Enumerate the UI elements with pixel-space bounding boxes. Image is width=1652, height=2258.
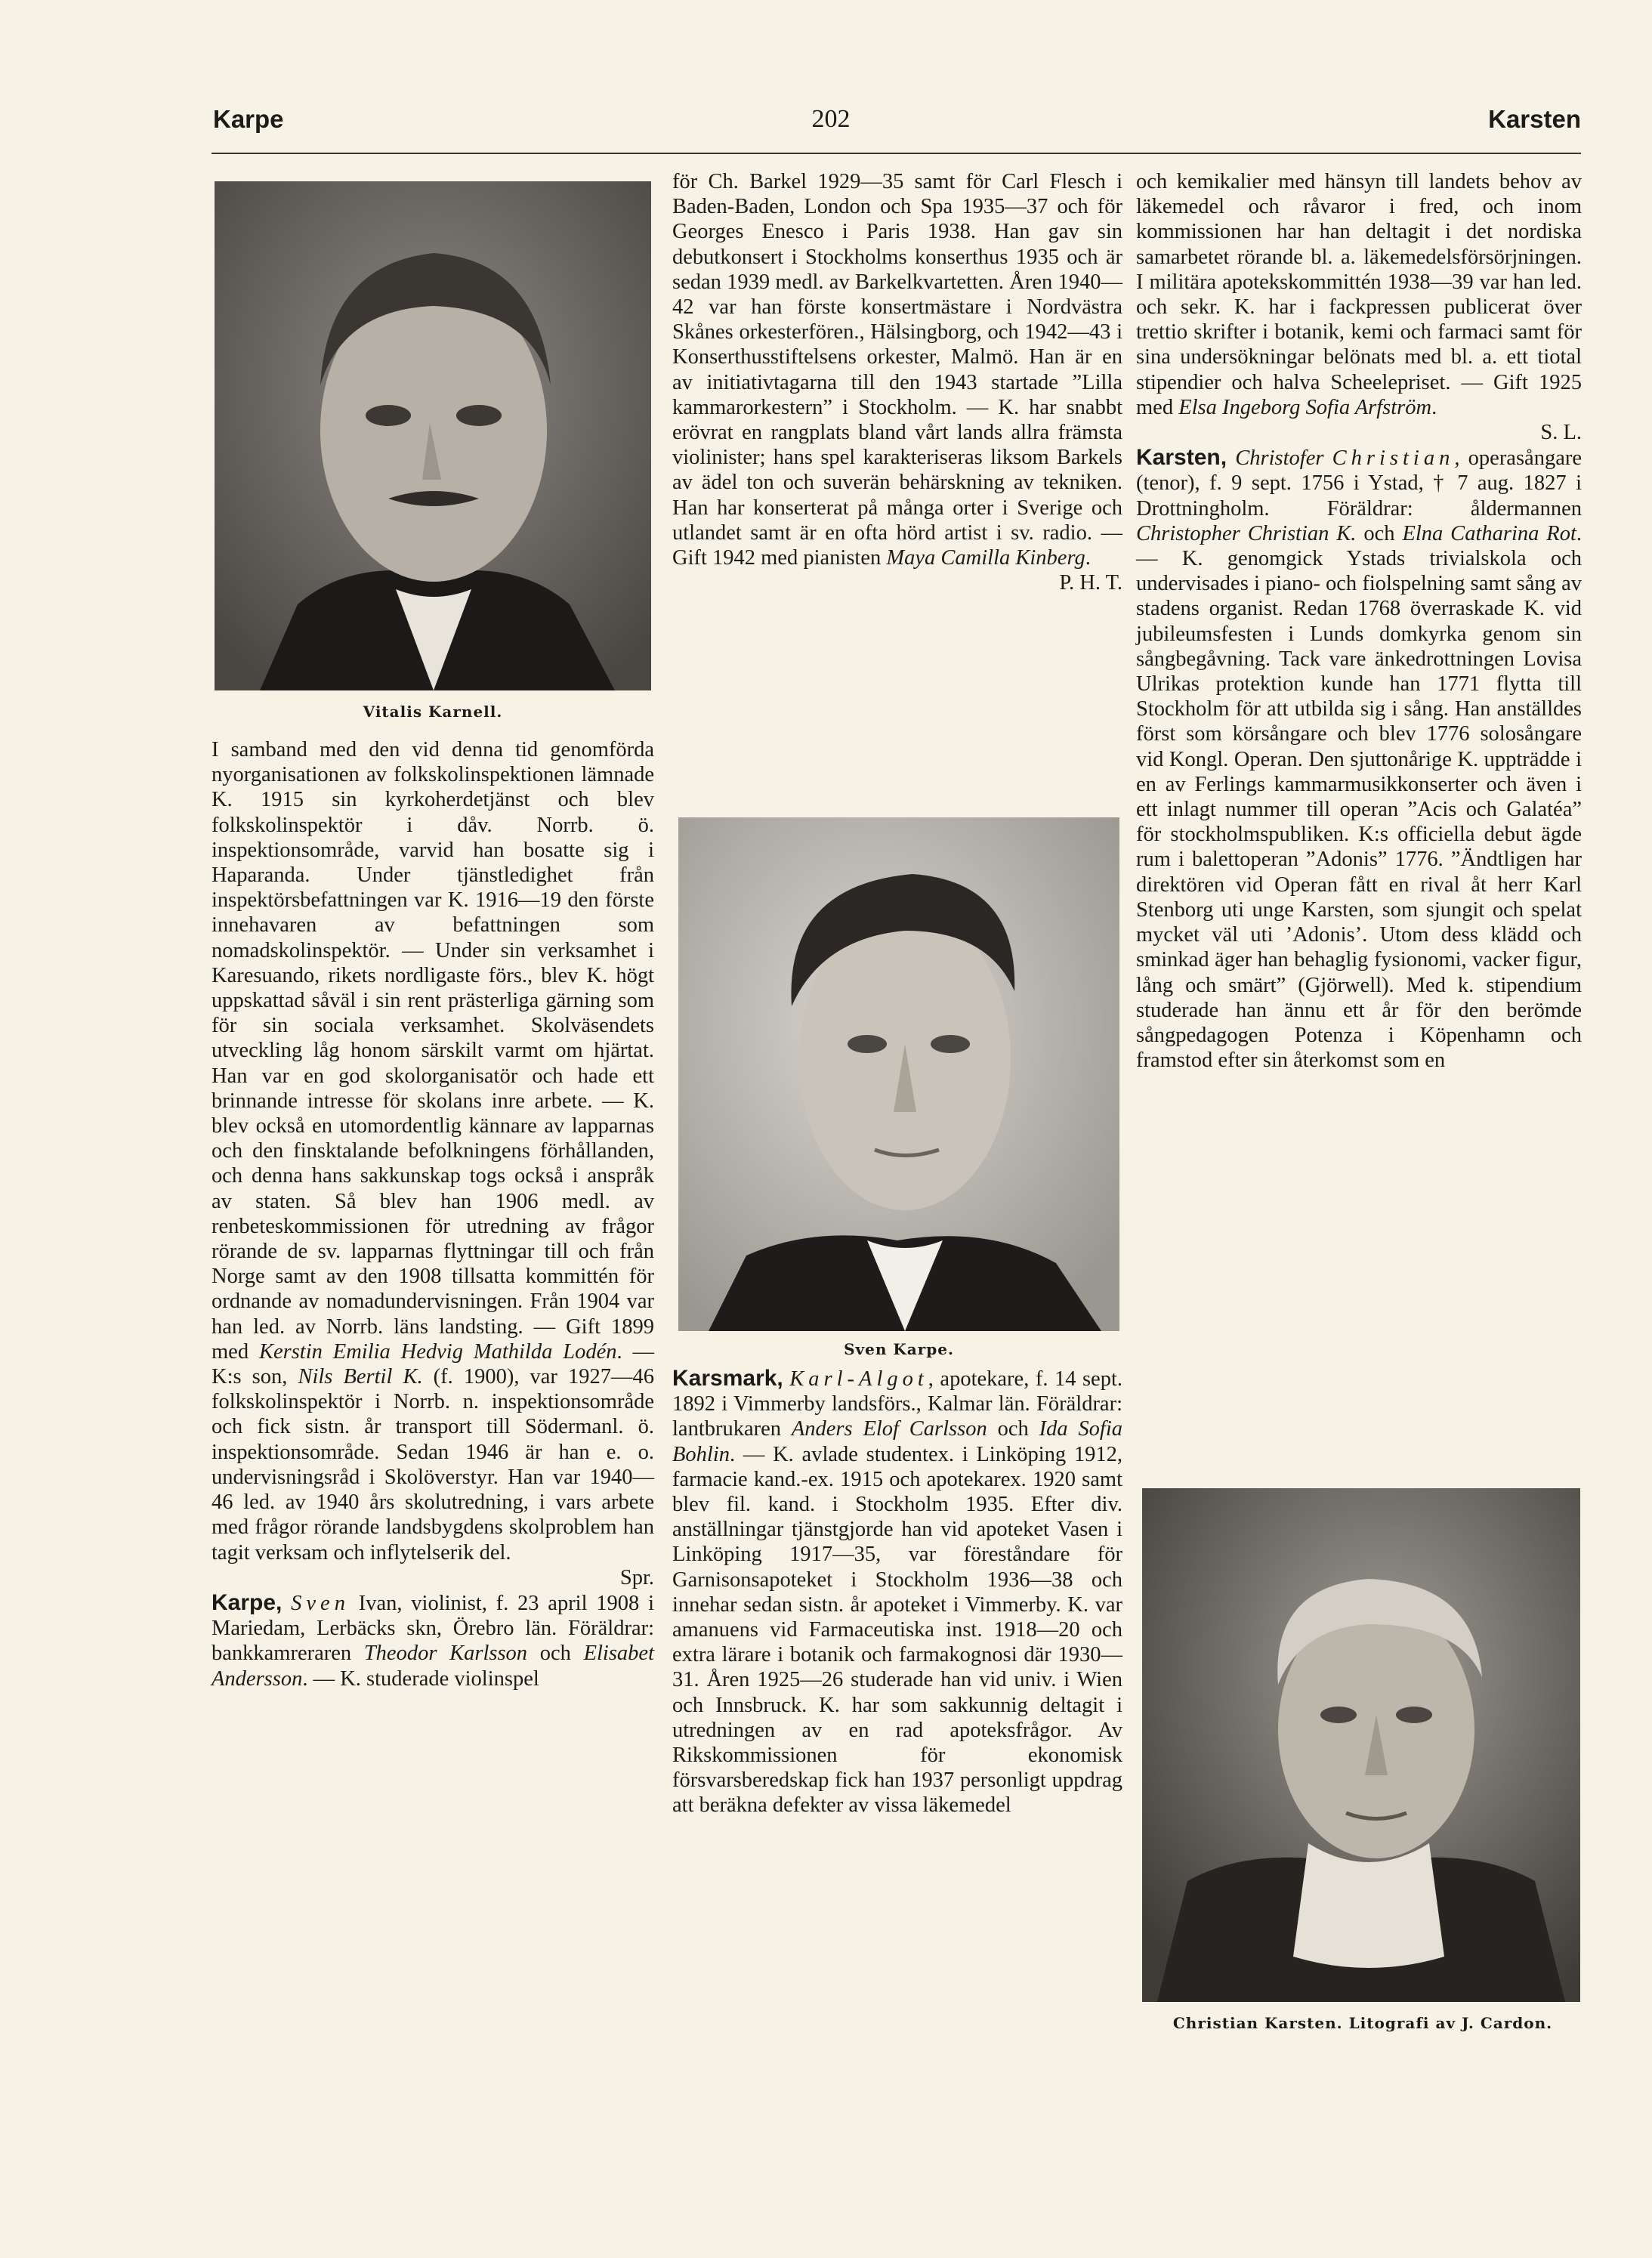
karnell-entry-end [212, 737, 654, 1590]
karsmark-headword: Karsmark, [672, 1366, 783, 1391]
karsten-and: och [1356, 521, 1403, 545]
karpe-entry-cont [672, 169, 1122, 595]
portrait-karsten-lithograph [1142, 1488, 1580, 2002]
karpe-cont-b: . [1085, 546, 1091, 570]
karsmark-given-name: Karl-Algot [789, 1367, 928, 1391]
karpe-and: och [527, 1642, 584, 1666]
karpe-headword: Karpe, [212, 1589, 283, 1615]
caption-karsten: Christian Karsten. Litografi av J. Cardon. [1172, 2014, 1553, 2032]
karsten-mother: Elna Catharina Rot [1402, 521, 1576, 545]
karnell-text-b: . — K:s son, [212, 1339, 655, 1389]
column-1 [212, 737, 654, 1691]
karpe-father: Theodor Karlsson [363, 1642, 528, 1666]
column-3 [1136, 169, 1582, 1073]
karpe-text: Ivan, violinist, f. 23 april 1908 i Mariedam, Lerbäcks skn, Örebro län. Föräldrar: bankkamreraren [212, 1591, 654, 1666]
karsmark-tail: . — K. avlade studentex. i Linköping 1912, farmacie kand.-ex. 1915 och apotekarex. 1920 samt blev fil. kand. i Stockholm 1935. Efter div. anställningar tjänstgjorde han vid apoteket Vasen i Linköping 1917—35, var föreståndare för Garnisonsapoteket i Stockholm 1936—38 och innehar sedan sistn. år apoteket i Vimmerby. K. var amanuens vid Farmaceutiska inst. 1918—20 och extra lärare i botanik och farmakognosi där 1930—31. Åren 1925—26 studerade han vid univ. i Wien och Innsbruck. K. har som sakkunnig deltagit i utredningen av en rad apoteksfrågor. Av Rikskommissionen för ekonomisk försvarsberedskap fick han 1937 personligt uppdrag att beräkna defekter av vissa läkemedel [672, 1442, 1122, 1818]
column-2-bottom [672, 1366, 1122, 1818]
karpe-given-name: Sven [291, 1591, 350, 1615]
karnell-text-c: (f. 1900), var 1927—46 folkskolinspektör i Norrb. n. inspektionsområde och fick sistn. år transport till Södermanl. ö. inspektionsområde. Sedan 1946 är han e. o. undervisningsråd i Skolöverstyr. Han var 1940—46 led. av 1940 års skolutredning, i vars arbete med frågor rörande landsbygdens skolproblem han tagit verksam och inflytelserik del. [212, 1365, 654, 1565]
karsmark-entry-cont [1136, 169, 1582, 445]
karsten-text: , operasångare (tenor), f. 9 sept. 1756 i Ystad, † 7 aug. 1827 i Drottningholm. Föräldrar: åldermannen [1136, 446, 1582, 520]
karsmark-cont-text: och kemikalier med hänsyn till landets behov av läkemedel och råvaror i fred, och inom kommissionen har han deltagit i det nordiska samarbetet rörande bl. a. läkemedelsförsörjningen. I militära apotekskommittén 1938—39 var han led. och sekr. K. har i fackpressen publicerat över trettio skrifter i botanik, kemi och farmaci samt för sina undersökningar belönats med bl. a. ett tiotal stipendier och halva Scheelepriset. — Gift 1925 med [1136, 170, 1582, 419]
caption-karpe: Sven Karpe. [844, 1340, 954, 1358]
karpe-entry [212, 1590, 654, 1691]
karpe-spouse: Maya Camilla Kinberg [886, 546, 1085, 570]
karnell-spouse: Kerstin Emilia Hedvig Mathilda Lodén [258, 1339, 617, 1364]
karnell-signature: Spr. [619, 1565, 654, 1589]
karsten-entry [1136, 445, 1582, 1073]
running-head-left: Karpe [213, 105, 284, 133]
karsmark-father: Anders Elof Carlsson [791, 1417, 987, 1441]
caption-karnell: Vitalis Karnell. [363, 703, 503, 721]
karsmark-spouse: Elsa Ingeborg Sofia Arfström [1178, 395, 1432, 419]
karpe-mother: Elisabet Andersson [212, 1642, 654, 1691]
karsmark-signature: S. L. [1540, 421, 1582, 445]
karsmark-text: , apotekare, f. 14 sept. 1892 i Vimmerby landsförs., Kalmar län. Föräldrar: lantbrukaren [672, 1367, 1122, 1441]
karsten-tail: . — K. genomgick Ystads trivialskola och undervisades i piano- och fiolspelning samt sång av stadens organist. Redan 1768 överraskade K. vid jubileumsfesten i Lunds domkyrka genom sin sångbegåvning. Tack vare änkedrottningen Lovisa Ulrikas protektion kunde han 1771 flytta till Stockholm för att utbilda sig i sång. Han anställdes först som körsångare och blev 1776 solosångare vid Kongl. Operan. Den sjuttonårige K. uppträdde i en av Ferlings kammarmusikkonserter och även i ett inlagt nummer till operan ”Acis och Galatéa” för stockholmspubliken. K:s officiella debut ägde rum i balettoperan ”Adonis” 1776. ”Ändtligen har direktören vid Operan fått en rival åt herr Karl Stenborg uti unge Karsten, som sjungit och spelat mycket väl uti ’Adonis’. Utom dess klädd och sminkad äger han behaglig fysionomi, vacker figur, lång och smärt” (Gjörwell). Med k. stipendium studerade han ännu ett år för den berömde sångpedagogen Potenza i Köpenhamn och framstod efter sin återkomst som en [1136, 521, 1582, 1073]
karsten-given-name: Christian [1332, 446, 1455, 471]
karsten-headword: Karsten, [1136, 445, 1227, 471]
karsmark-cont-b: . [1431, 395, 1437, 419]
running-head-right: Karsten [1488, 105, 1581, 133]
column-2 [672, 169, 1122, 595]
header-rule [212, 153, 1581, 154]
karpe-cont-text: för Ch. Barkel 1929—35 samt för Carl Flesch i Baden-Baden, London och Spa 1935—37 och för Georges Enesco i Paris 1938. Han gav sin debutkonsert i Stockholms konserthus 1935 och är sedan 1939 medl. av Barkelkvartetten. Åren 1940—42 var han förste konsertmästare i Nordvästra Skånes orkesterfören., Hälsingborg, och 1942—43 i Konserthusstiftelsens orkester, Malmö. Han är en av initiativtagarna till den 1943 startade ”Lilla kammarorkestern” i Stockholm. — K. har snabbt erövrat en rangplats bland vårt lands allra främsta violinister; hans spel karakteriseras liksom Barkels av ädel ton och suverän behärskning av tekniken. Han har konserterat på många orter i Sverige och utlandet samt är en ofta hörd artist i sv. radio. — Gift 1942 med pianisten [672, 170, 1122, 570]
karnell-text: I samband med den vid denna tid genomförda nyorganisationen av folkskolinspektionen lämnade K. 1915 sin kyrkoherdetjänst och blev folkskolinspektör i dåv. Norrb. ö. inspektionsområde, varvid han bosatte sig i Haparanda. Under tjänstledighet från inspektörsbefattningen var K. 1916—19 den förste innehavaren av befattningen som nomadskolinspektör. — Under sin verksamhet i Karesuando, rikets nordligaste förs., blev K. högt uppskattad såväl i sin rent prästerliga gärning som för sin sociala verksamhet. Skolväsendets utveckling låg honom särskilt varmt om hjärtat. Han var en god skolorganisatör och hade ett brinnande intresse för skolans inre arbete. — K. blev också en utomordentlig kännare av lapparnas och den finsktalande befolkningens förhållanden, och denna hans sakkunskap togs också i anspråk av staten. Så blev han 1906 medl. av renbeteskommissionen för utredning av frågor rörande de sv. lapparnas flyttningar till och från Norge samt av den 1908 tillsatta kommittén för ordnande av nomadundervisningen. Från 1904 var han led. av Norrb. läns landsting. — Gift 1899 med [212, 738, 654, 1364]
karsmark-entry [672, 1366, 1122, 1818]
karpe-tail: . — K. studerade violinspel [302, 1666, 539, 1691]
karpe-signature: P. H. T. [1059, 571, 1122, 595]
portrait-karpe [678, 817, 1119, 1331]
karsmark-mother: Ida Sofia Bohlin [672, 1417, 1122, 1466]
karsten-first-name: Christofer [1235, 446, 1324, 471]
portrait-karnell [215, 181, 651, 690]
page-number: 202 [811, 105, 851, 133]
karsmark-and: och [987, 1417, 1039, 1441]
karsten-father: Christopher Christian K. [1136, 521, 1357, 545]
karnell-son: Nils Bertil K. [298, 1365, 423, 1389]
